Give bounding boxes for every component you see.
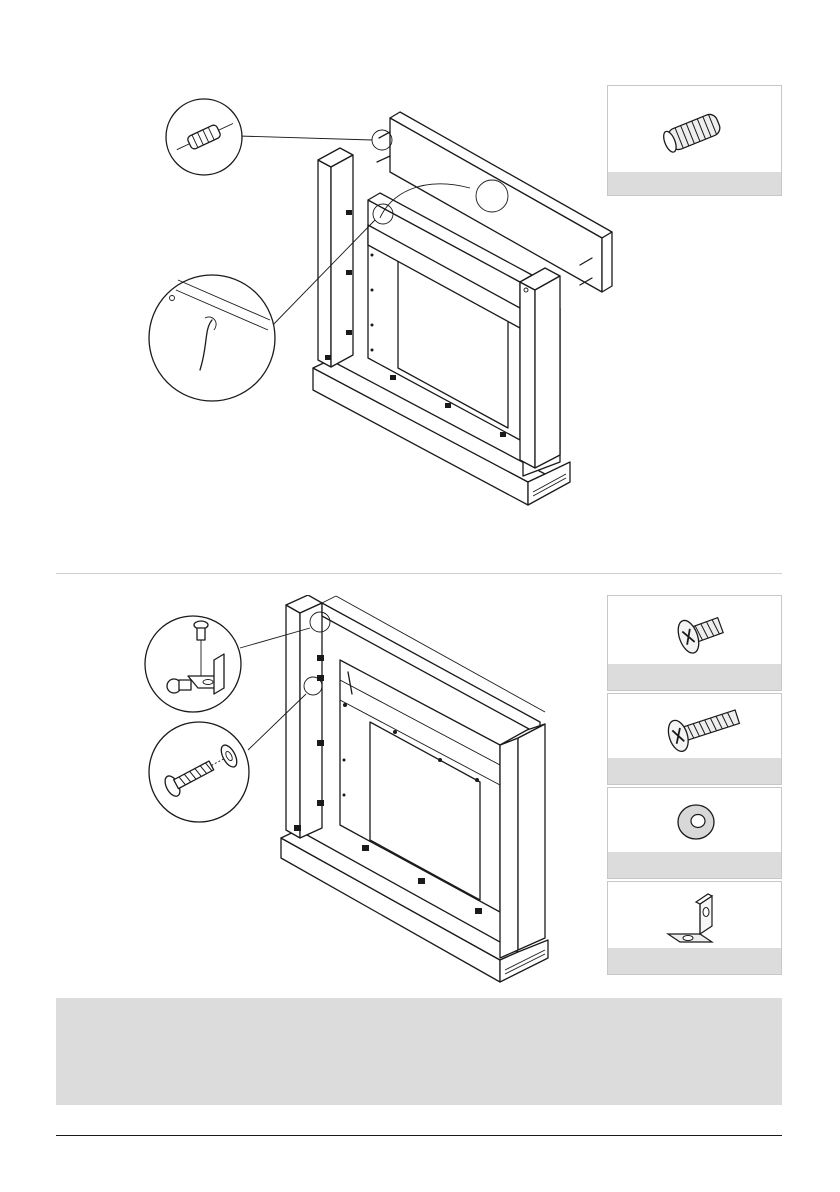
- part-box-long-bolt: [607, 693, 782, 785]
- part-label-long-bolt: [608, 758, 781, 784]
- step1-diagram: [140, 90, 620, 520]
- part-box-short-screw: [607, 595, 782, 691]
- step2-diagram: [140, 595, 600, 990]
- short-screw-icon: [608, 596, 781, 666]
- part-box-angle-bracket: [607, 881, 782, 975]
- part-label-dowel: [608, 172, 781, 195]
- part-box-dowel: [607, 85, 782, 196]
- long-bolt-icon: [608, 694, 781, 760]
- note-panel: [56, 998, 782, 1105]
- part-box-washer: [607, 787, 782, 879]
- part-label-short-screw: [608, 664, 781, 690]
- washer-icon: [608, 788, 781, 854]
- part-label-washer: [608, 852, 781, 878]
- part-label-angle-bracket: [608, 948, 781, 974]
- angle-bracket-icon: [608, 882, 781, 950]
- footer-rule: [56, 1135, 782, 1136]
- step-divider: [56, 573, 782, 574]
- wooden-dowel-icon: [608, 86, 781, 174]
